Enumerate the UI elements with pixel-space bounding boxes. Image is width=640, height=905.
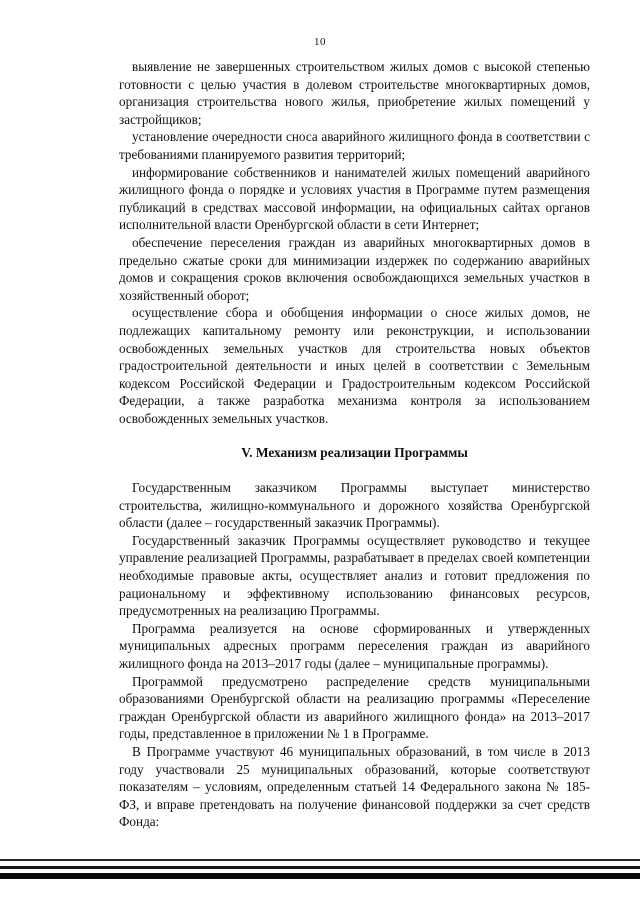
scan-border-line: [0, 866, 640, 869]
document-body: [119, 58, 590, 831]
section-heading: V. Механизм реализации Программы: [241, 445, 468, 461]
paragraph: Программой предусмотрено распределение средств муниципальными образованиями Оренбургской области на реализацию программы «Переселение граждан Оренбургской области из аварийного жилищного фонда» на 2013–2017 годы, представленное в приложении № 1 в Программе.: [119, 673, 590, 742]
paragraph: установление очередности сноса аварийного жилищного фонда в соответствии с требованиями планируемого развития территорий;: [119, 129, 590, 162]
paragraph: Государственный заказчик Программы осуществляет руководство и текущее управление реализацией Программы, разрабатывает в пределах своей компетенции необходимые правовые акты, осуществляет анализ и готовит предложения по рациональному и эффективному использованию финансовых ресурсов, предусмотренных на реализацию Программы.: [119, 532, 590, 619]
paragraph: осуществление сбора и обобщения информации о сносе жилых домов, не подлежащих капитальному ремонту или реконструкции, и использовании освобожденных земельных участков для строительства новых объектов градостроительной деятельности и иных целей в соответствии с Земельным кодексом Российской Федерации и Градостроительным кодексом Российской Федерации, а также разработка механизма контроля за использованием освобожденных земельных участков.: [119, 305, 590, 426]
paragraph: В Программе участвуют 46 муниципальных образований, в том числе в 2013 году участвовали 25 муниципальных образований, которые соответствуют показателям – условиям, определенным статьей 14 Федерального закона № 185-ФЗ, и вправе претендовать на получение финансовой поддержки за счет средств Фонда:: [119, 743, 590, 830]
page-number: 10: [314, 36, 326, 48]
scan-border-line: [0, 873, 640, 879]
paragraph: Программа реализуется на основе сформированных и утвержденных муниципальных адресных программ переселения граждан из аварийного жилищного фонда на 2013–2017 годы (далее – муниципальные программы).: [119, 620, 590, 671]
paragraph: выявление не завершенных строительством жилых домов с высокой степенью готовности с целью участия в долевом строительстве многоквартирных домов, организация строительства нового жилья, приобретение жилых помещений у застройщиков;: [119, 59, 590, 127]
paragraph: Государственным заказчиком Программы выступает министерство строительства, жилищно-коммунального и дорожного хозяйства Оренбургской области (далее – государственный заказчик Программы).: [119, 480, 590, 531]
paragraph: обеспечение переселения граждан из аварийных многоквартирных домов в предельно сжатые сроки для минимизации издержек по содержанию аварийных домов и сокращения сроков включения освобождающихся земельных участков в хозяйственный оборот;: [119, 234, 590, 303]
paragraph: информирование собственников и нанимателей жилых помещений аварийного жилищного фонда о порядке и условиях участия в Программе путем размещения публикаций в средствах массовой информации, на официальных сайтах органов исполнительной власти Оренбургской области в сети Интернет;: [119, 164, 590, 233]
scan-border-line: [0, 859, 640, 861]
